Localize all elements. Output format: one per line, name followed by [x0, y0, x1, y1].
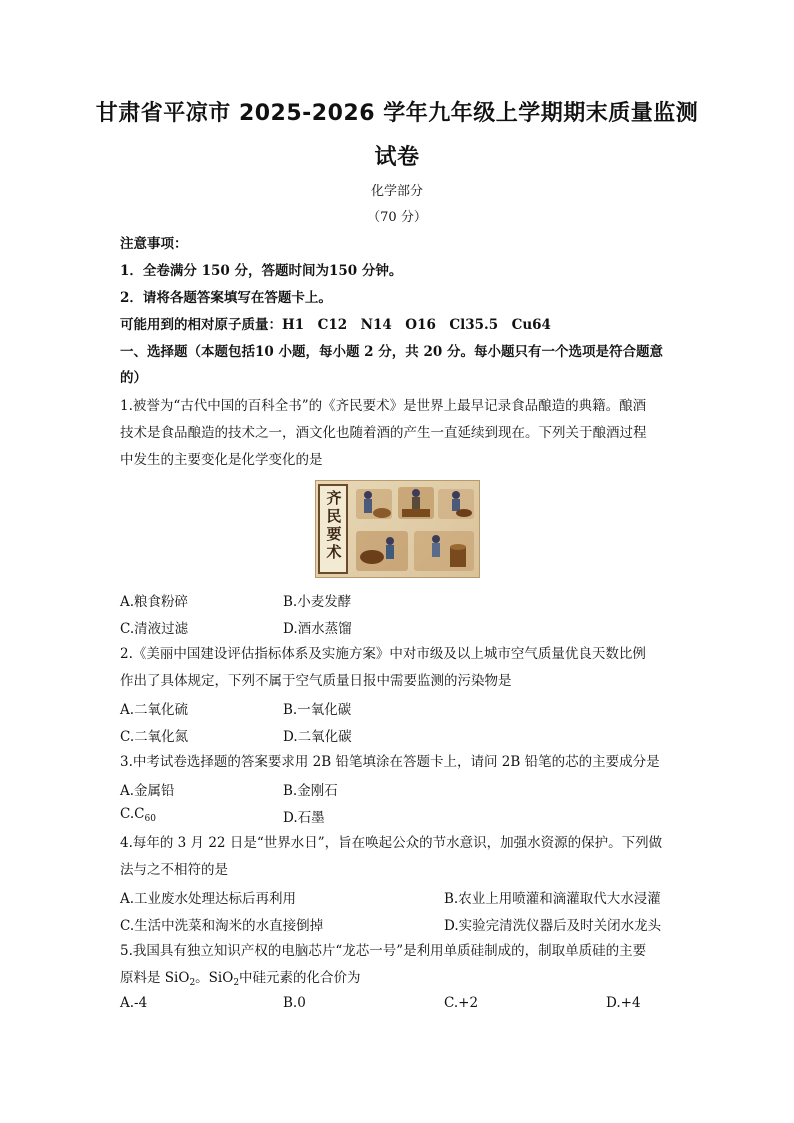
part1-heading-line1: 一、选择题（本题包括10 小题，每小题 2 分，共 20 分。每小题只有一个选项是符合题意	[120, 344, 663, 360]
q5-option-b: B.0	[283, 995, 306, 1011]
q2-text-line2: 作出了具体规定，下列不属于空气质量日报中需要监测的污染物是	[120, 673, 512, 689]
q1-option-d: D.酒水蒸馏	[283, 621, 352, 637]
exam-title-line2: 试卷	[374, 145, 420, 170]
q4-text-line2: 法与之不相符的是	[120, 862, 228, 878]
q2-option-b: B.一氧化碳	[283, 702, 352, 718]
q4-option-b: B.农业上用喷灌和滴灌取代大水浸灌	[444, 891, 661, 907]
q5-option-a: A.-4	[120, 995, 148, 1011]
notes-item-1: 1．全卷满分 150 分，答题时间为150 分钟。	[120, 263, 403, 279]
q5-option-d: D.+4	[606, 995, 641, 1011]
q3-option-c	[120, 806, 156, 824]
q1-option-c: C.清液过滤	[120, 621, 189, 637]
q3-option-a: A.金属铅	[120, 783, 175, 799]
q1-text-line2: 技术是食品酿造的技术之一，酒文化也随着酒的产生一直延续到现在。下列关于酿酒过程	[120, 425, 647, 441]
section-score: （70 分）	[367, 210, 427, 225]
q2-text-line1: 2.《美丽中国建设评估指标体系及实施方案》中对市级及以上城市空气质量优良天数比例	[120, 646, 646, 662]
q5-text-line2	[120, 968, 680, 993]
q2-option-a: A.二氧化硫	[120, 702, 189, 718]
exam-title-line1: 甘肃省平凉市 2025-2026 学年九年级上学期期末质量监测	[95, 101, 699, 126]
section-label: 化学部分	[370, 184, 423, 199]
q3-option-c-text: C.C	[120, 806, 145, 822]
q5-text-line2-a: 原料是 SiO	[120, 970, 190, 986]
q5-subscript-1: 2	[189, 978, 196, 988]
q4-option-c: C.生活中洗菜和淘米的水直接倒掉	[120, 918, 324, 934]
q1-option-b: B.小麦发酵	[283, 594, 352, 610]
q5-subscript-2: 2	[233, 978, 240, 988]
q4-option-a: A.工业废水处理达标后再利用	[120, 891, 297, 907]
qiminyaoshu-illustration	[315, 480, 480, 578]
brewing-scenes-drawing	[316, 481, 479, 577]
q2-option-d: D.二氧化碳	[283, 729, 352, 745]
q5-option-c: C.+2	[444, 995, 479, 1011]
q5-text-line1: 5.我国具有独立知识产权的电脑芯片“龙芯一号”是利用单质硅制成的，制取单质硅的主要	[120, 943, 647, 959]
q2-option-c: C.二氧化氮	[120, 729, 189, 745]
q5-text-line2-b: 。SiO	[195, 970, 234, 986]
atomic-mass-line: 可能用到的相对原子质量：H1 C12 N14 O16 Cl35.5 Cu64	[120, 317, 551, 333]
notes-item-2: 2．请将各题答案填写在答题卡上。	[120, 290, 332, 306]
book-title-text: 齐民要术	[326, 489, 342, 561]
notes-heading: 注意事项：	[120, 236, 188, 252]
q4-option-d: D.实验完清洗仪器后及时关闭水龙头	[444, 918, 662, 934]
q3-option-c-subscript: 60	[144, 814, 156, 824]
q1-text-line3: 中发生的主要变化是化学变化的是	[120, 452, 323, 468]
q1-option-a: A.粮食粉碎	[120, 594, 189, 610]
q1-text-line1: 1.被誉为“古代中国的百科全书”的《齐民要术》是世界上最早记录食品酿造的典籍。酿酒	[120, 398, 647, 414]
q3-option-b: B.金刚石	[283, 783, 338, 799]
part1-heading-line2: 的）	[120, 370, 147, 386]
q3-option-d: D.石墨	[283, 810, 325, 826]
q4-text-line1: 4.每年的 3 月 22 日是“世界水日”，旨在唤起公众的节水意识，加强水资源的保护。下列做	[120, 835, 663, 851]
q3-text-line1: 3.中考试卷选择题的答案要求用 2B 铅笔填涂在答题卡上，请问 2B 铅笔的芯的主要成分是	[120, 754, 660, 770]
q5-text-line2-c: 中硅元素的化合价为	[239, 970, 361, 986]
